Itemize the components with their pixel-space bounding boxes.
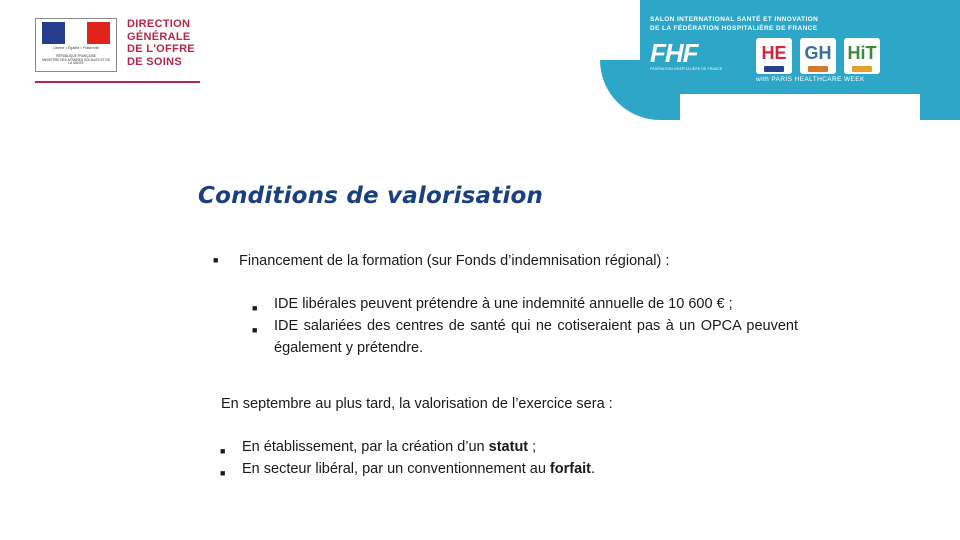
ministry-name bbox=[40, 55, 112, 66]
french-flag-icon bbox=[42, 22, 110, 44]
bullet-square-icon: ■ bbox=[220, 446, 226, 456]
intro-paragraph: En septembre au plus tard, la valorisation de l’exercice sera : bbox=[221, 396, 613, 412]
sub-bullet-list bbox=[252, 293, 798, 359]
list-item-strong: statut bbox=[488, 439, 529, 455]
hit-logo-text: HiT bbox=[847, 43, 877, 63]
gh-logo-tag bbox=[808, 66, 828, 72]
list-item-prefix: En secteur libéral, par un conventionnement au bbox=[242, 461, 550, 477]
sub-bullet-text: IDE libérales peuvent prétendre à une indemnité annuelle de 10 600 € ; bbox=[274, 296, 733, 312]
list-item bbox=[252, 293, 798, 315]
paris-healthcare-week: with PARIS HEALTHCARE WEEK bbox=[756, 76, 865, 83]
republic-motto: Liberté • Égalité • Fraternité bbox=[53, 46, 99, 50]
dgos-line: DE SOINS bbox=[127, 55, 182, 68]
list-item bbox=[220, 458, 762, 480]
dgos-line: DE L'OFFRE bbox=[127, 43, 195, 55]
list-item-suffix: ; bbox=[528, 439, 537, 455]
salon-title-line1: SALON INTERNATIONAL SANTÉ ET INNOVATION bbox=[650, 16, 819, 23]
ministry-label: MINISTÈRE DES AFFAIRES SOCIALES ET DE LA SANTÉ bbox=[42, 57, 110, 66]
list-item-prefix: En établissement, par la création d’un bbox=[242, 439, 489, 455]
bullet-square-icon: ■ bbox=[220, 468, 226, 478]
dgos-line: DIRECTION bbox=[127, 18, 191, 30]
list-item bbox=[220, 436, 762, 458]
marianne-logo bbox=[35, 18, 117, 72]
hit-logo-tag bbox=[852, 66, 872, 72]
he-logo-tag bbox=[764, 66, 784, 72]
slide-title: Conditions de valorisation bbox=[198, 183, 544, 209]
list-item-strong: forfait bbox=[549, 461, 592, 477]
gov-logo bbox=[35, 18, 205, 84]
bullet-square-icon: ■ bbox=[213, 255, 219, 265]
gh-logo-text: GH bbox=[804, 43, 832, 63]
fhf-subtitle: FÉDÉRATION HOSPITALIÈRE DE FRANCE bbox=[650, 67, 723, 71]
dgos-line: GÉNÉRALE bbox=[127, 30, 191, 43]
bullet-square-icon: ■ bbox=[252, 303, 258, 313]
salon-title-line2: DE LA FÉDÉRATION HOSPITALIÈRE DE FRANCE bbox=[650, 25, 818, 32]
logo-underline bbox=[35, 81, 200, 83]
fhf-logo: FHF bbox=[650, 38, 698, 68]
bullet-square-icon: ■ bbox=[252, 325, 258, 335]
main-bullet: Financement de la formation (sur Fonds d’indemnisation régional) : bbox=[239, 253, 670, 269]
hit-logo bbox=[844, 38, 880, 74]
republic-label: RÉPUBLIQUE FRANÇAISE bbox=[56, 54, 96, 58]
he-logo bbox=[756, 38, 792, 74]
sub-bullet-text: IDE salariées des centres de santé qui ne cotiseraient pas à un OPCA peuvent également y prétendre. bbox=[274, 318, 798, 356]
gh-logo bbox=[800, 38, 836, 74]
dgos-name bbox=[127, 18, 207, 68]
list-item-suffix: . bbox=[591, 461, 596, 477]
list-item bbox=[252, 315, 798, 359]
he-logo-text: HE bbox=[761, 43, 787, 63]
valorisation-list bbox=[220, 436, 762, 480]
